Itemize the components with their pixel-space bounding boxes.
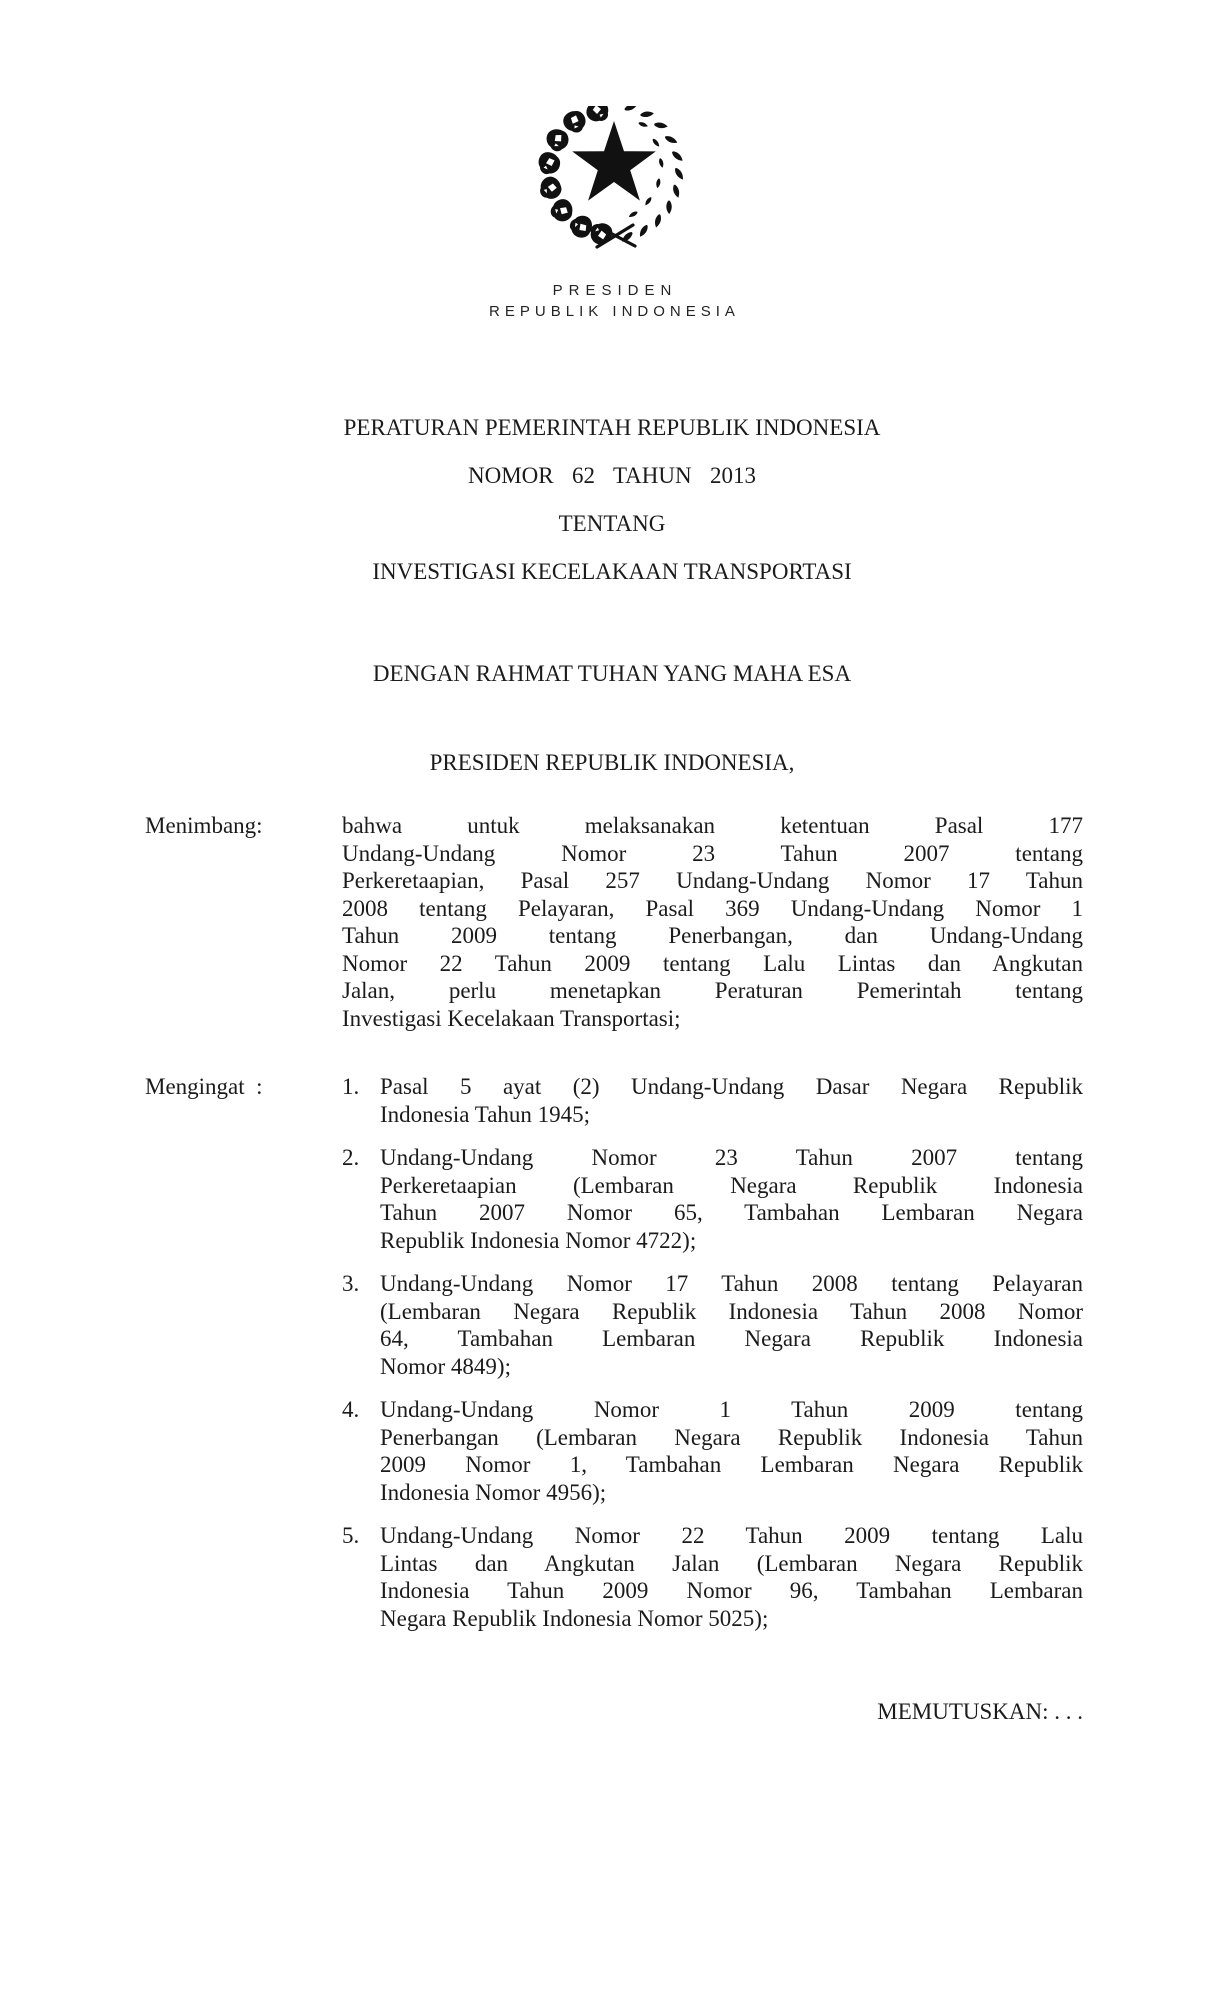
letterhead-presiden: PRESIDEN (552, 282, 678, 299)
enacting-authority-line: PRESIDEN REPUBLIK INDONESIA, (429, 749, 795, 775)
list-item-line: Tahun 2007 Nomor 65, Tambahan Lembaran Negara (380, 1200, 1083, 1225)
list-item-line: Perkeretaapian (Lembaran Negara Republik Indonesia (380, 1172, 1083, 1198)
list-item-line: Nomor 4849); (380, 1353, 511, 1379)
recalling-list (342, 1073, 1083, 1632)
list-item-number: 4. (342, 1397, 360, 1422)
list-item-line: Indonesia Tahun 2009 Nomor 96, Tambahan Lembaran (380, 1578, 1083, 1603)
recalling-label: Mengingat : (145, 1074, 263, 1099)
list-item-number: 5. (342, 1523, 360, 1548)
considering-paragraph (342, 812, 1083, 1032)
considering-section (145, 812, 1083, 1032)
list-item-line: Negara Republik Indonesia Nomor 5025); (380, 1605, 769, 1631)
letterhead-republik-indonesia: REPUBLIK INDONESIA (489, 303, 740, 320)
decision-continuation-line: MEMUTUSKAN: . . . (877, 1699, 1083, 1724)
considering-line: Investigasi Kecelakaan Transportasi; (342, 1005, 681, 1031)
list-item-line: Pasal 5 ayat (2) Undang-Undang Dasar Negara Republik (380, 1074, 1083, 1099)
considering-line: Perkeretaapian, Pasal 257 Undang-Undang Nomor 17 Tahun (342, 868, 1083, 893)
heading-line-2-number: NOMOR 62 TAHUN 2013 (467, 463, 757, 488)
presidential-emblem-icon (537, 106, 687, 251)
list-item (342, 1396, 1083, 1506)
heading-line-4-subject: INVESTIGASI KECELAKAAN TRANSPORTASI (372, 559, 852, 584)
recalling-section (145, 1073, 1083, 1632)
list-item-line: Lintas dan Angkutan Jalan (Lembaran Negara Republik (380, 1550, 1083, 1576)
list-item-line: Republik Indonesia Nomor 4722); (380, 1227, 697, 1253)
list-item-line: 64, Tambahan Lembaran Negara Republik Indonesia (380, 1326, 1083, 1351)
list-item (342, 1144, 1083, 1254)
list-item-number: 3. (342, 1271, 360, 1296)
considering-line: bahwa untuk melaksanakan ketentuan Pasal 177 (342, 813, 1083, 838)
list-item-line: (Lembaran Negara Republik Indonesia Tahun 2008 Nomor (380, 1298, 1083, 1324)
list-item (342, 1270, 1083, 1380)
regulation-heading (0, 404, 1224, 596)
considering-line: Jalan, perlu menetapkan Peraturan Pemerintah tentang (342, 978, 1083, 1003)
considering-label: Menimbang: (145, 813, 263, 838)
list-item-line: 2009 Nomor 1, Tambahan Lembaran Negara Republik (380, 1452, 1083, 1477)
list-item-line: Undang-Undang Nomor 17 Tahun 2008 tentang Pelayaran (380, 1271, 1083, 1296)
list-item-number: 1. (342, 1074, 360, 1099)
list-item-line: Undang-Undang Nomor 23 Tahun 2007 tentang (380, 1145, 1083, 1170)
heading-line-1: PERATURAN PEMERINTAH REPUBLIK INDONESIA (343, 415, 881, 440)
heading-line-3-tentang: TENTANG (558, 511, 666, 536)
list-item (342, 1073, 1083, 1128)
list-item-line: Indonesia Nomor 4956); (380, 1479, 607, 1505)
list-item (342, 1522, 1083, 1632)
list-item-line: Indonesia Tahun 1945; (380, 1101, 591, 1127)
list-item-line: Undang-Undang Nomor 1 Tahun 2009 tentang (380, 1397, 1083, 1422)
list-item-number: 2. (342, 1145, 360, 1170)
invocation-line: DENGAN RAHMAT TUHAN YANG MAHA ESA (372, 661, 852, 686)
considering-line: Tahun 2009 tentang Penerbangan, dan Undang-Undang (342, 923, 1083, 948)
considering-line: Undang-Undang Nomor 23 Tahun 2007 tentang (342, 840, 1083, 866)
considering-line: Nomor 22 Tahun 2009 tentang Lalu Lintas dan Angkutan (342, 950, 1083, 976)
list-item-line: Undang-Undang Nomor 22 Tahun 2009 tentang Lalu (380, 1523, 1083, 1548)
list-item-line: Penerbangan (Lembaran Negara Republik Indonesia Tahun (380, 1424, 1083, 1450)
considering-line: 2008 tentang Pelayaran, Pasal 369 Undang-Undang Nomor 1 (342, 895, 1083, 921)
